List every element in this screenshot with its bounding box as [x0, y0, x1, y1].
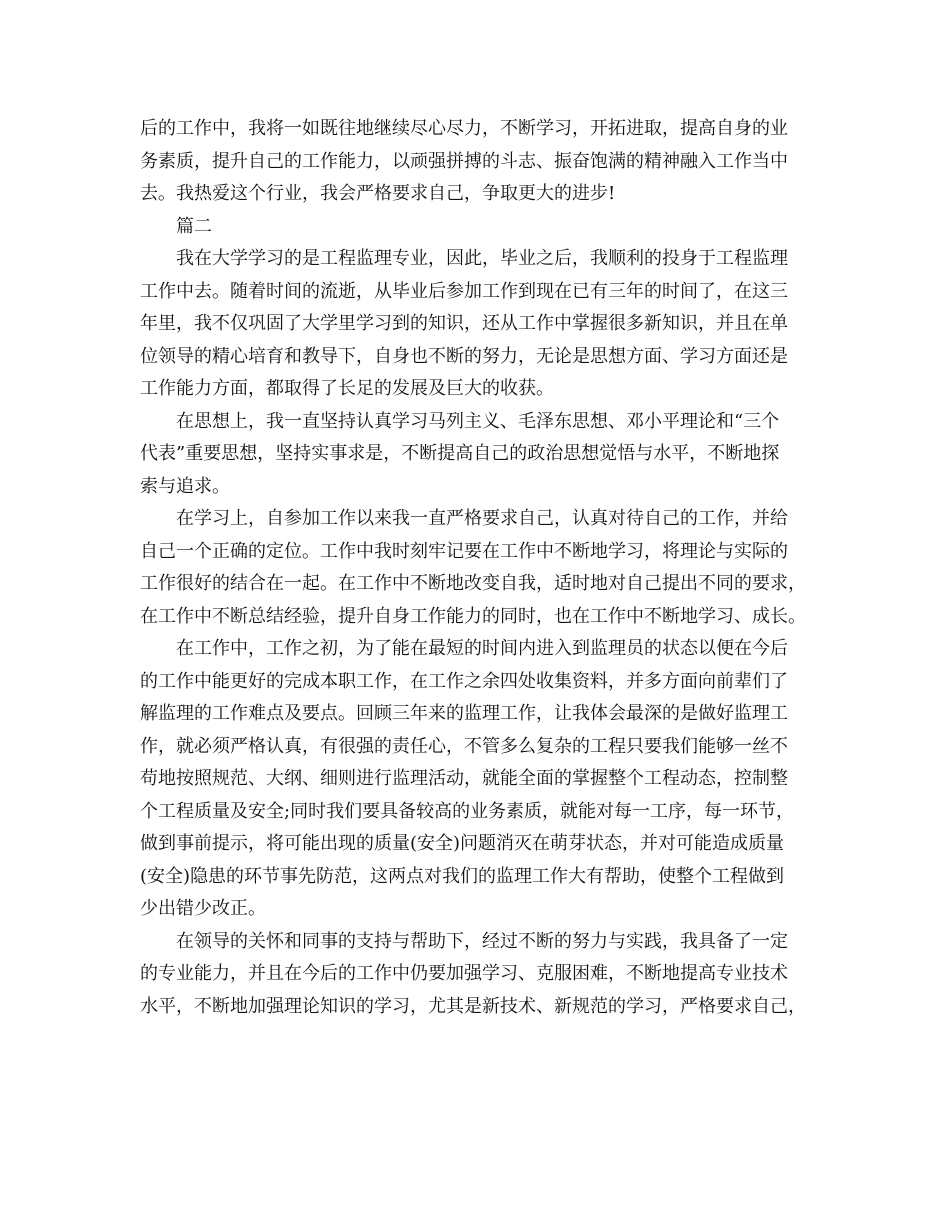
text-line: 代表”重要思想，坚持实事求是，不断提高自己的政治思想觉悟与水平，不断地探: [140, 443, 780, 464]
text-line: 作，就必须严格认真，有很强的责任心，不管多么复杂的工程只要我们能够一丝不: [140, 735, 788, 757]
text-line: 自己一个正确的定位。工作中我时刻牢记要在工作中不断地学习，将理论与实际的: [140, 540, 788, 562]
text-line: 去。我热爱这个行业，我会严格要求自己，争取更大的进步!: [140, 183, 616, 204]
text-line: 务素质，提升自己的工作能力，以顽强拼搏的斗志、振奋饱满的精神融入工作当中: [140, 150, 788, 172]
text-line: 工作中去。随着时间的流逝，从毕业后参加工作到现在已有三年的时间了，在这三: [140, 280, 788, 302]
document-body: [140, 113, 816, 1023]
text-line: 在工作中不断总结经验，提升自身工作能力的同时，也在工作中不断地学习、成长。: [140, 605, 806, 627]
text-line: 工作能力方面，都取得了长足的发展及巨大的收获。: [140, 378, 554, 399]
text-line: 的专业能力，并且在今后的工作中仍要加强学习、克服困难，不断地提高专业技术: [140, 963, 788, 984]
text-line: 在思想上，我一直坚持认真学习马列主义、毛泽东思想、邓小平理论和“三个: [176, 410, 780, 432]
text-line: 索与追求。: [140, 475, 230, 497]
text-line: 在领导的关怀和同事的支持与帮助下，经过不断的努力与实践，我具备了一定: [176, 930, 788, 952]
text-line: 位领导的精心培育和教导下，自身也不断的努力，无论是思想方面、学习方面还是: [140, 345, 788, 367]
text-line: 在工作中，工作之初，为了能在最短的时间内进入到监理员的状态以便在今后: [176, 638, 788, 659]
text-line: 后的工作中，我将一如既往地继续尽心尽力，不断学习，开拓进取，提高自身的业: [140, 118, 788, 139]
text-line: 做到事前提示，将可能出现的质量(安全)问题消灭在萌芽状态，并对可能造成质量: [140, 833, 785, 854]
text-line: 年里，我不仅巩固了大学里学习到的知识，还从工作中掌握很多新知识，并且在单: [140, 313, 788, 334]
text-line: 篇二: [176, 215, 212, 237]
text-line: 少出错少改正。: [140, 898, 266, 919]
text-line: 个工程质量及安全;同时我们要具备较高的业务素质，就能对每一工序，每一环节，: [140, 800, 795, 822]
text-line: 水平，不断地加强理论知识的学习，尤其是新技术、新规范的学习，严格要求自己，: [140, 995, 806, 1017]
text-line: 我在大学学习的是工程监理专业，因此，毕业之后，我顺利的投身于工程监理: [176, 248, 788, 269]
text-line: 解监理的工作难点及要点。回顾三年来的监理工作，让我体会最深的是做好监理工: [140, 703, 788, 724]
text-line: 的工作中能更好的完成本职工作，在工作之余四处收集资料，并多方面向前辈们了: [140, 670, 788, 692]
text-line: 在学习上，自参加工作以来我一直严格要求自己，认真对待自己的工作，并给: [176, 508, 788, 529]
text-line: 苟地按照规范、大纲、细则进行监理活动，就能全面的掌握整个工程动态，控制整: [140, 768, 788, 789]
text-line: (安全)隐患的环节事先防范，这两点对我们的监理工作大有帮助，使整个工程做到: [140, 865, 785, 887]
text-line: 工作很好的结合在一起。在工作中不断地改变自我，适时地对自己提出不同的要求，: [140, 573, 806, 594]
